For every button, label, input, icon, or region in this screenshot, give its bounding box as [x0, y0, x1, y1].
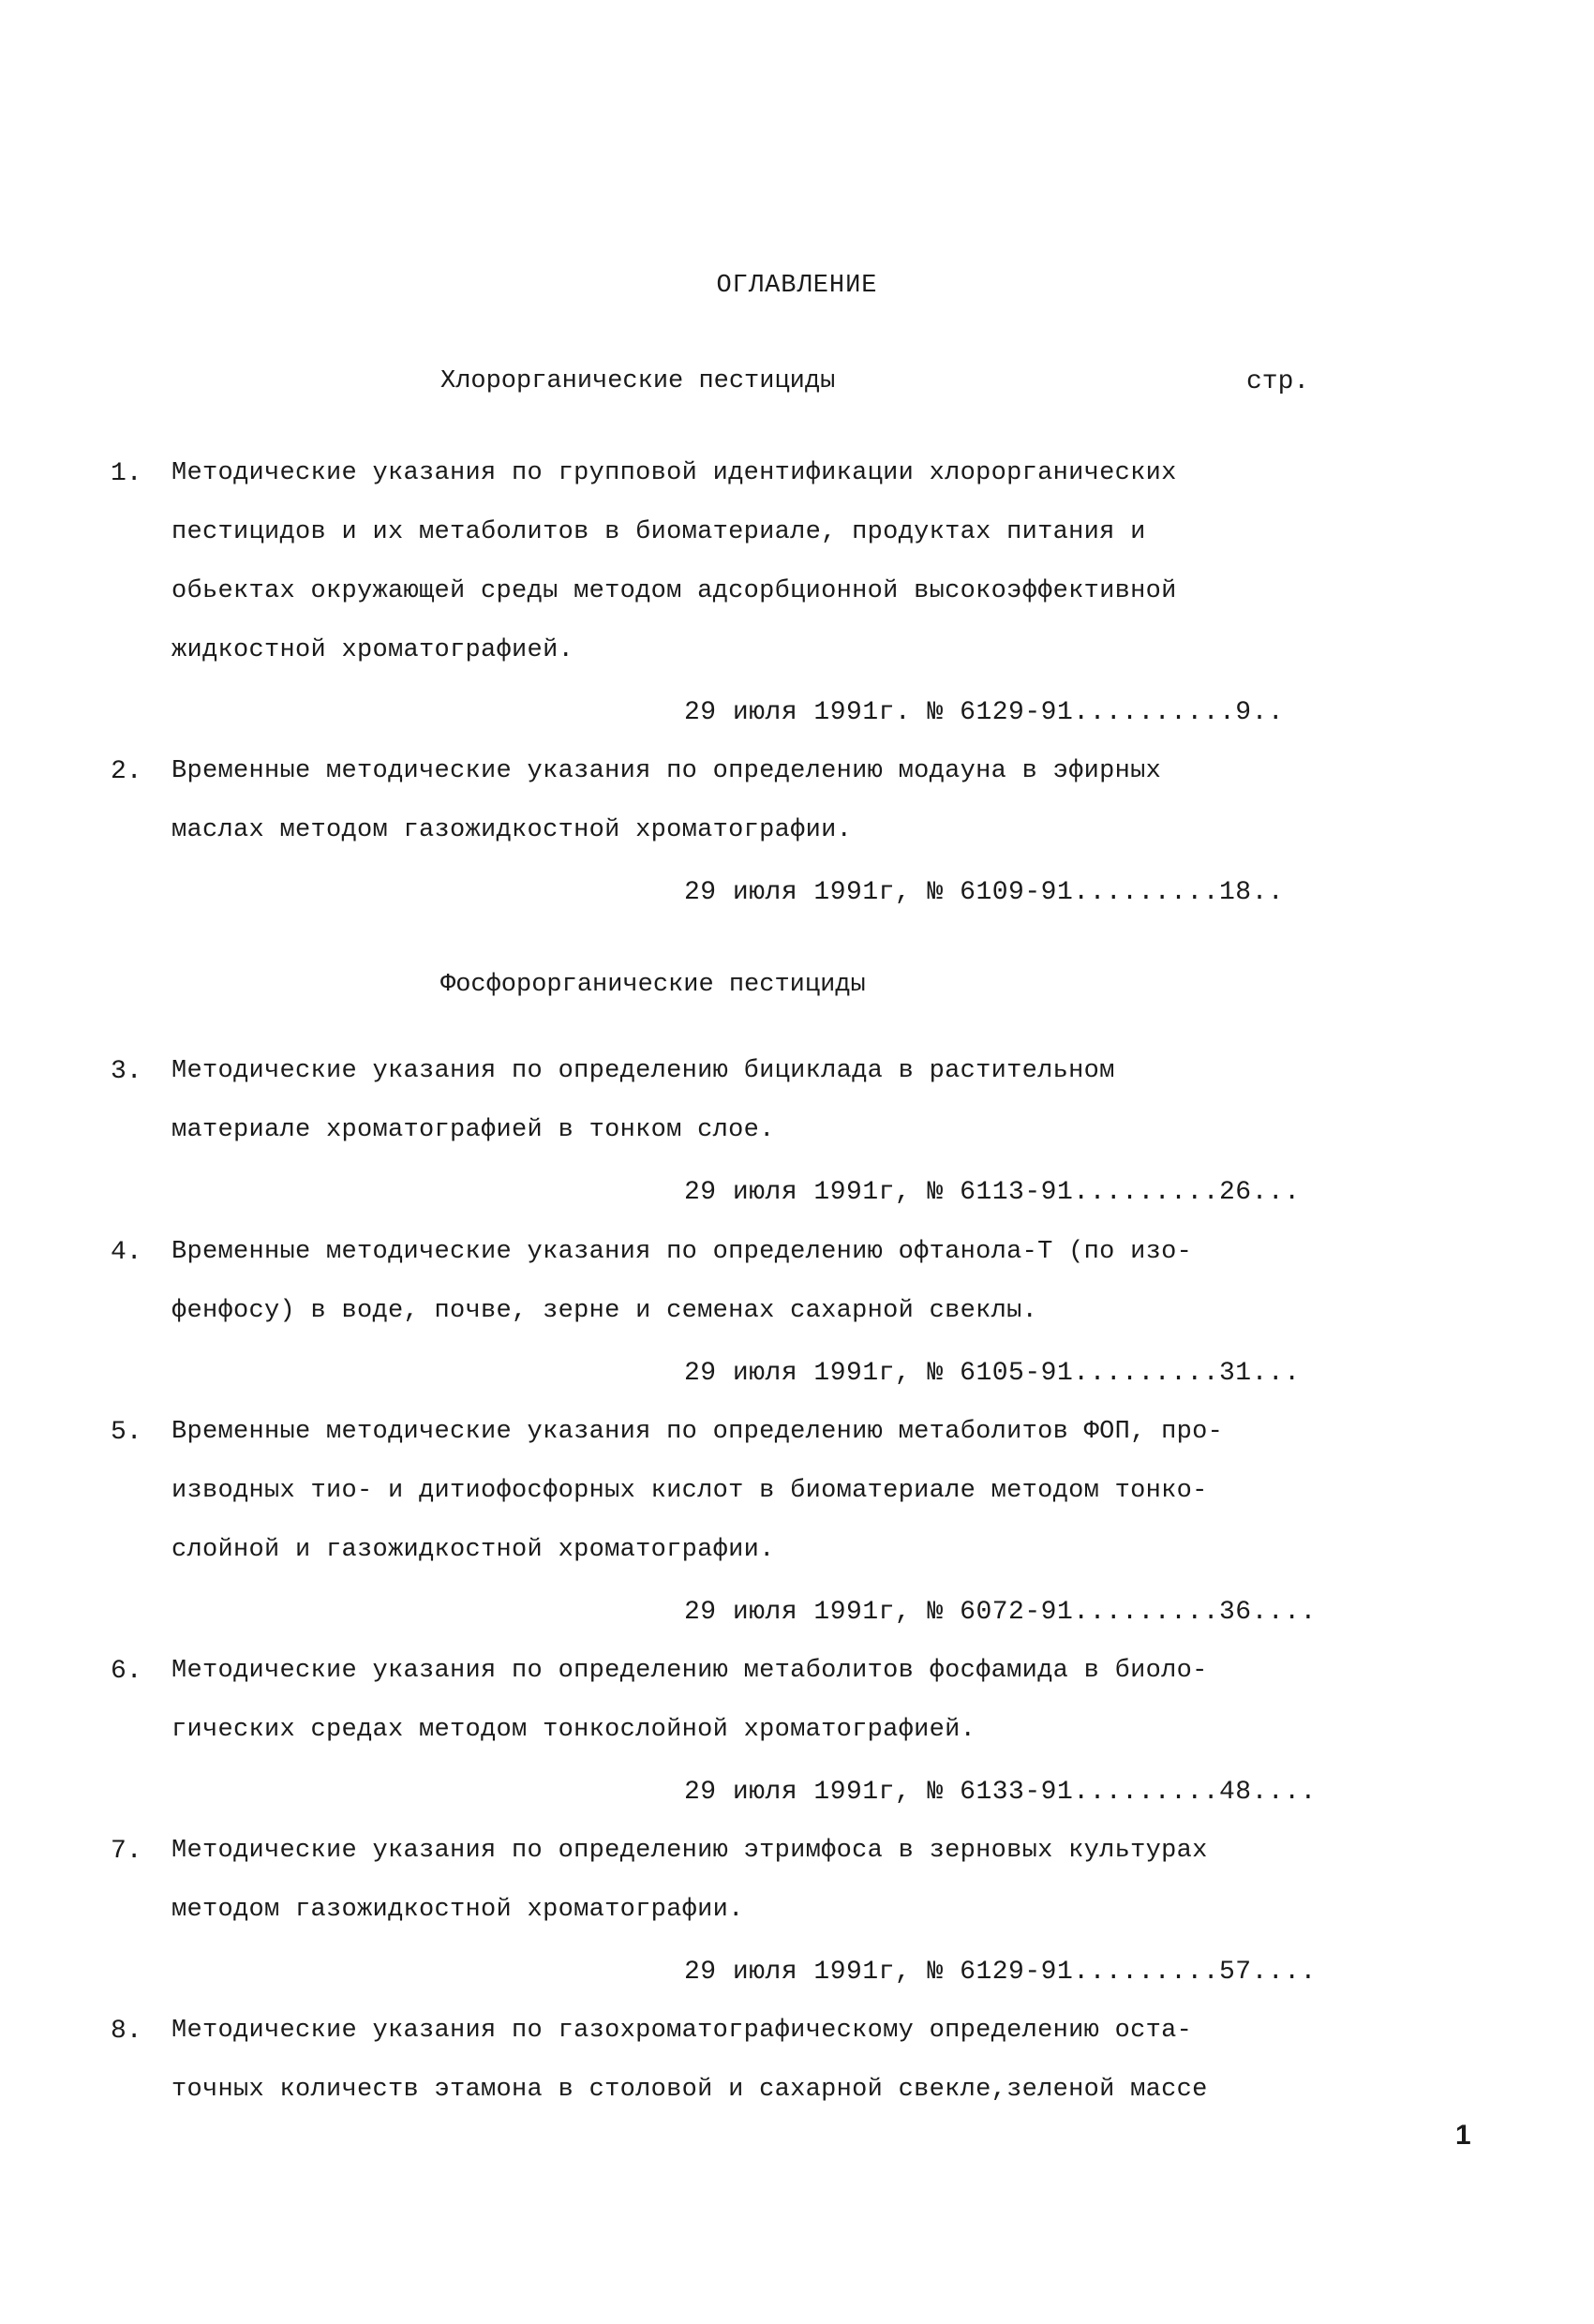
entry-number: 6.: [111, 1657, 142, 1686]
entry-line: Методические указания по определению бициклада в растительном: [171, 1057, 1115, 1085]
page-column-label: стр.: [1246, 367, 1310, 396]
entry-number: 2.: [111, 757, 142, 786]
entry-reference: 29 июля 1991г, № 6105-91.........31...: [684, 1359, 1301, 1388]
entry-reference: 29 июля 1991г, № 6113-91.........26...: [684, 1178, 1301, 1207]
section-heading-phosphororganic: Фосфорорганические пестициды: [440, 971, 866, 999]
entry-number: 4.: [111, 1238, 142, 1267]
page-title: ОГЛАВЛЕНИЕ: [716, 272, 878, 300]
entry-line: материале хроматографией в тонком слое.: [171, 1116, 775, 1144]
entry-number: 5.: [111, 1418, 142, 1447]
entry-line: Временные методические указания по определению модауна в эфирных: [171, 757, 1162, 785]
entry-line: маслах методом газожидкостной хроматографии.: [171, 816, 853, 844]
entry-reference: 29 июля 1991г, № 6133-91.........48....: [684, 1778, 1317, 1807]
entry-line: Временные методические указания по определению офтанола-Т (по изо-: [171, 1238, 1193, 1266]
entry-line: изводных тио- и дитиофосфорных кислот в биоматериале методом тонко-: [171, 1477, 1208, 1505]
page-number: 1: [1455, 2120, 1471, 2151]
entry-reference: 29 июля 1991г, № 6129-91.........57....: [684, 1958, 1317, 1987]
entry-line: Временные методические указания по определению метаболитов ФОП, про-: [171, 1418, 1224, 1446]
entry-reference: 29 июля 1991г. № 6129-91..........9..: [684, 698, 1285, 727]
entry-line: гических средах методом тонкослойной хроматографией.: [171, 1716, 976, 1744]
section-heading-chlororganic: Хлорорганические пестициды: [440, 367, 836, 395]
entry-number: 3.: [111, 1057, 142, 1086]
entry-line: методом газожидкостной хроматографии.: [171, 1896, 744, 1924]
entry-line: Методические указания по определению этримфоса в зерновых культурах: [171, 1837, 1208, 1865]
entry-line: фенфосу) в воде, почве, зерне и семенах сахарной свеклы.: [171, 1297, 1038, 1325]
entry-line: Методические указания по определению метаболитов фосфамида в биоло-: [171, 1657, 1208, 1685]
entry-number: 7.: [111, 1837, 142, 1866]
entry-line: Методические указания по газохроматографическому определению оста-: [171, 2017, 1193, 2045]
entry-line: обьектах окружающей среды методом адсорбционной высокоэффективной: [171, 577, 1177, 605]
entry-reference: 29 июля 1991г, № 6072-91.........36....: [684, 1598, 1317, 1627]
entry-number: 8.: [111, 2017, 142, 2046]
entry-reference: 29 июля 1991г, № 6109-91.........18..: [684, 878, 1285, 907]
entry-line: слойной и газожидкостной хроматографии.: [171, 1536, 775, 1564]
entry-line: Методические указания по групповой идентификации хлорорганических: [171, 459, 1177, 487]
entry-line: точных количеств этамона в столовой и сахарной свекле,зеленой массе: [171, 2076, 1208, 2104]
entry-number: 1.: [111, 459, 142, 488]
entry-line: жидкостной хроматографией.: [171, 636, 574, 664]
entry-line: пестицидов и их метаболитов в биоматериале, продуктах питания и: [171, 518, 1146, 546]
